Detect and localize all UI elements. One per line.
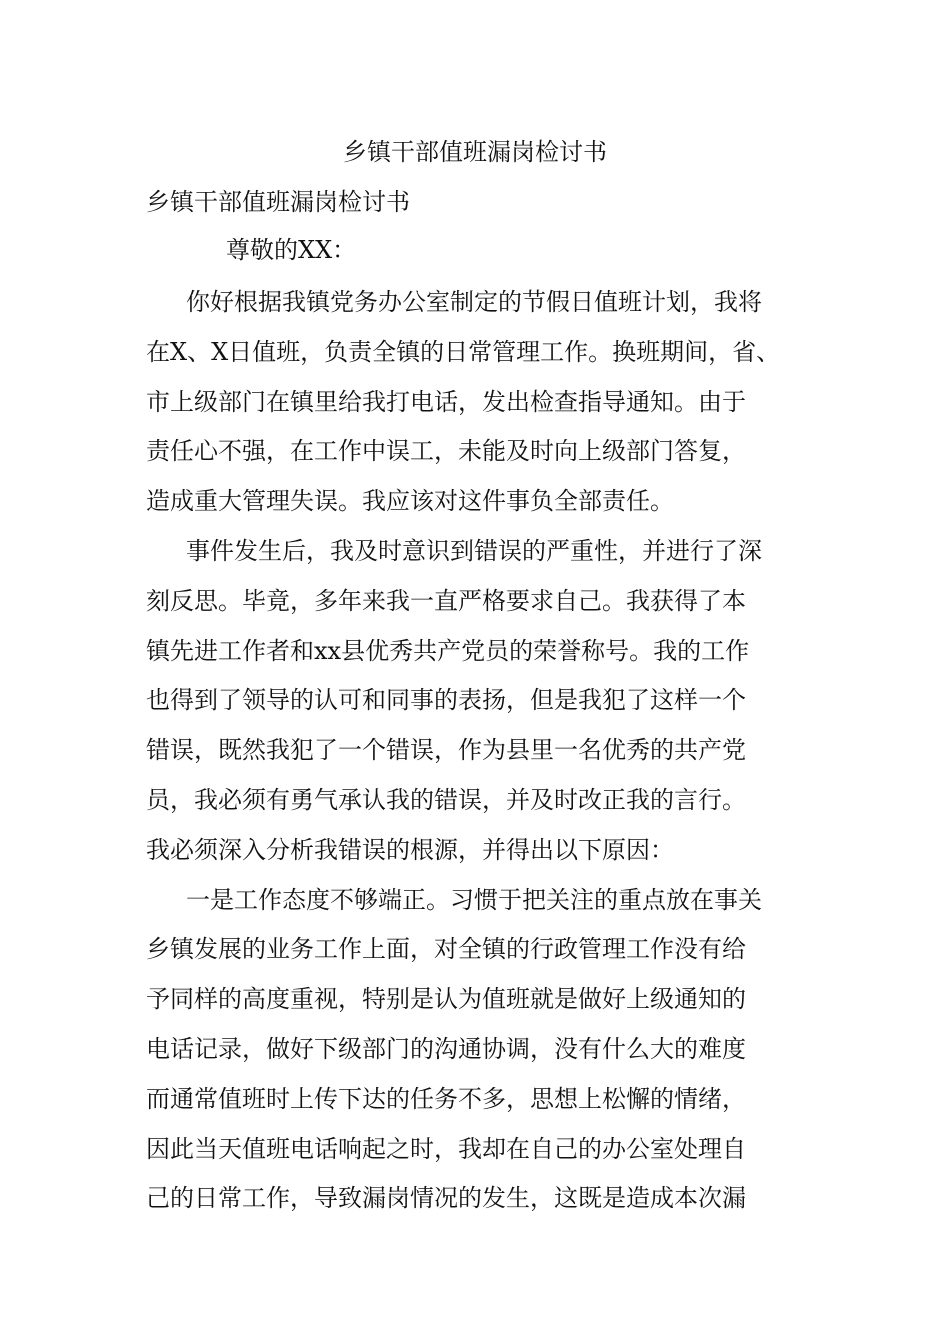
paragraph-2-line-4: 也得到了领导的认可和同事的表扬，但是我犯了这样一个 (146, 686, 746, 715)
paragraph-2-line-3: 镇先进工作者和xx县优秀共产党员的荣誉称号。我的工作 (146, 636, 750, 665)
document-title: 乡镇干部值班漏岗检讨书 (343, 138, 607, 166)
paragraph-1-line-1: 你好根据我镇党务办公室制定的节假日值班计划，我将 (186, 288, 762, 316)
paragraph-2-line-7: 我必须深入分析我错误的根源，并得出以下原因： (146, 835, 674, 864)
paragraph-3-line-3: 予同样的高度重视，特别是认为值班就是做好上级通知的 (146, 985, 746, 1014)
document-subtitle: 乡镇干部值班漏岗检讨书 (146, 188, 410, 216)
paragraph-2-line-5: 错误，既然我犯了一个错误，作为县里一名优秀的共产党 (146, 736, 746, 765)
paragraph-2-line-6: 员，我必须有勇气承认我的错误，并及时改正我的言行。 (146, 785, 746, 814)
paragraph-3-line-2: 乡镇发展的业务工作上面，对全镇的行政管理工作没有给 (146, 935, 746, 964)
paragraph-3-line-4: 电话记录，做好下级部门的沟通协调，没有什么大的难度 (146, 1034, 746, 1063)
paragraph-3-line-1: 一是工作态度不够端正。习惯于把关注的重点放在事关 (186, 885, 762, 914)
paragraph-2-line-2: 刻反思。毕竟，多年来我一直严格要求自己。我获得了本 (146, 586, 746, 615)
paragraph-1-line-4: 责任心不强，在工作中误工，未能及时向上级部门答复， (146, 437, 746, 466)
paragraph-1-line-5: 造成重大管理失误。我应该对这件事负全部责任。 (146, 487, 674, 516)
paragraph-2-line-1: 事件发生后，我及时意识到错误的严重性，并进行了深 (186, 536, 762, 565)
paragraph-3-line-7: 己的日常工作，导致漏岗情况的发生，这既是造成本次漏 (146, 1184, 746, 1213)
salutation: 尊敬的XX： (226, 236, 357, 264)
paragraph-3-line-6: 因此当天值班电话响起之时，我却在自己的办公室处理自 (146, 1134, 746, 1163)
paragraph-1-line-3: 市上级部门在镇里给我打电话，发出检查指导通知。由于 (146, 387, 746, 416)
paragraph-1-line-2: 在X、X日值班，负责全镇的日常管理工作。换班期间，省、 (146, 337, 781, 366)
document-body (146, 278, 836, 1224)
paragraph-3-line-5: 而通常值班时上传下达的任务不多，思想上松懈的情绪， (146, 1084, 746, 1113)
